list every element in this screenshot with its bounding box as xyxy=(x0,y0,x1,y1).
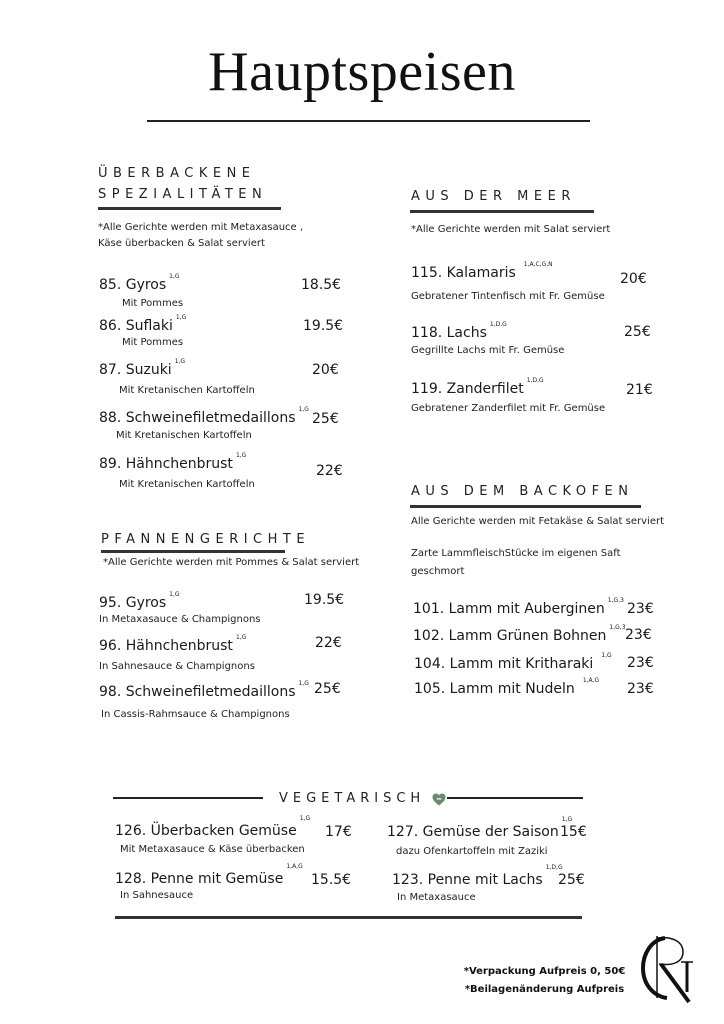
allergen-codes: 1,D,G xyxy=(526,377,544,384)
menu-item-name: 102. Lamm Grünen Bohnen$^{1,G,3}$ xyxy=(413,624,626,644)
allergen-codes: 1,G,3 xyxy=(607,597,624,604)
allergen-codes: 1,D,G xyxy=(545,864,563,871)
section-note: *Alle Gerichte werden mit Salat serviert xyxy=(411,224,611,235)
menu-item-name: 105. Lamm mit Nudeln$^{1,A,G}$ xyxy=(414,677,600,697)
menu-item-name: 126. Überbacken Gemüse$^{1,G}$ xyxy=(115,815,311,839)
section-heading-vegetarisch: VEGETARISCH xyxy=(279,791,426,806)
vegetarisch-divider-left xyxy=(113,797,263,799)
vegetarian-heart-icon xyxy=(432,791,446,810)
title-divider xyxy=(147,120,590,122)
menu-item-price: 21€ xyxy=(626,382,653,398)
allergen-codes: 1,G xyxy=(175,314,187,321)
cr-monogram-logo xyxy=(637,932,697,1008)
menu-item-name: 86. Suflaki$^{1,G}$ xyxy=(99,314,187,334)
menu-item-name: 101. Lamm mit Auberginen$^{1,G,3}$ xyxy=(413,597,624,617)
menu-item-price: 23€ xyxy=(627,681,654,697)
menu-item-name: 95. Gyros$^{1,G}$ xyxy=(99,591,180,611)
section-divider xyxy=(410,210,594,213)
menu-item-name: 123. Penne mit Lachs$^{1,D,G}$ xyxy=(392,864,563,888)
menu-item-desc: Mit Pommes xyxy=(122,298,184,309)
menu-item-price: 15.5€ xyxy=(311,872,352,888)
allergen-codes: 1,G,3 xyxy=(609,624,626,631)
allergen-codes: 1,A,G xyxy=(582,677,600,684)
allergen-codes: 1,G xyxy=(235,634,247,641)
menu-item-desc: Mit Metaxasauce & Käse überbacken xyxy=(120,844,305,855)
page-title: Hauptspeisen xyxy=(208,41,516,103)
vegetarisch-divider-right xyxy=(447,797,583,799)
section-heading-meer: AUS DER MEER xyxy=(411,189,576,204)
section-intro: geschmort xyxy=(411,566,465,577)
allergen-codes: 1,A,G xyxy=(286,863,303,870)
menu-item-price: 22€ xyxy=(316,463,343,479)
section-heading-ueberbacken-line2: SPEZIALITÄTEN xyxy=(98,187,268,202)
footer-note-side-change: *Beilagenänderung Aufpreis xyxy=(464,984,625,995)
menu-item-desc: Mit Kretanischen Kartoffeln xyxy=(119,479,255,490)
menu-item-price: 18.5€ xyxy=(301,277,342,293)
menu-item-name: 85. Gyros$^{1,G}$ xyxy=(99,273,180,293)
menu-item-price: 25€ xyxy=(312,411,339,427)
menu-item-price: 23€ xyxy=(625,627,652,643)
section-divider xyxy=(410,505,641,508)
allergen-codes: 1,D,G xyxy=(489,321,507,328)
menu-item-name: 104. Lamm mit Kritharaki$^{1,G}$ xyxy=(414,652,612,672)
allergen-codes: 1,G xyxy=(298,680,309,687)
menu-item-desc: In Cassis-Rahmsauce & Champignons xyxy=(101,709,290,720)
menu-item-name: 127. Gemüse der Saison$^{1,G}$ xyxy=(387,816,573,840)
menu-item-name: 119. Zanderfilet$^{1,D,G}$ xyxy=(411,377,544,397)
allergen-codes: 1,G xyxy=(561,816,573,823)
menu-item-price: 22€ xyxy=(315,635,342,651)
section-note: Käse überbacken & Salat serviert xyxy=(98,238,265,249)
menu-item-desc: dazu Ofenkartoffeln mit Zaziki xyxy=(396,846,548,857)
menu-item-price: 20€ xyxy=(312,362,339,378)
section-heading-backofen: AUS DEM BACKOFEN xyxy=(411,484,634,499)
menu-item-price: 23€ xyxy=(627,601,654,617)
menu-item-price: 25€ xyxy=(314,681,341,697)
section-divider xyxy=(98,207,281,210)
menu-item-price: 20€ xyxy=(620,271,647,287)
section-note: *Alle Gerichte werden mit Metaxasauce , xyxy=(98,222,304,233)
menu-item-price: 19.5€ xyxy=(303,318,344,334)
allergen-codes: 1,G xyxy=(601,652,612,659)
section-divider xyxy=(101,550,285,553)
menu-item-price: 15€ xyxy=(560,824,587,840)
vegetarisch-divider-bottom xyxy=(115,916,582,919)
section-note: *Alle Gerichte werden mit Pommes & Salat serviert xyxy=(103,557,360,568)
menu-item-desc: Mit Kretanischen Kartoffeln xyxy=(116,430,252,441)
menu-item-name: 89. Hähnchenbrust$^{1,G}$ xyxy=(99,452,247,472)
allergen-codes: 1,G xyxy=(299,815,311,822)
footer-note-packaging: *Verpackung Aufpreis 0, 50€ xyxy=(463,966,626,977)
menu-item-desc: Gebratener Tintenfisch mit Fr. Gemüse xyxy=(411,291,605,302)
allergen-codes: 1,G xyxy=(169,273,180,280)
allergen-codes: 1,G xyxy=(169,591,180,598)
allergen-codes: 1,G xyxy=(298,406,309,413)
section-note: Alle Gerichte werden mit Fetakäse & Salat serviert xyxy=(411,516,665,527)
menu-item-price: 17€ xyxy=(325,824,352,840)
menu-item-name: 118. Lachs$^{1,D,G}$ xyxy=(411,321,507,341)
menu-item-price: 25€ xyxy=(558,872,585,888)
menu-item-desc: Gebratener Zanderfilet mit Fr. Gemüse xyxy=(411,403,606,414)
menu-item-desc: In Metaxasauce xyxy=(397,892,476,903)
menu-item-price: 23€ xyxy=(627,655,654,671)
menu-item-name: 115. Kalamaris$^{1,A,C,G,N}$ xyxy=(411,261,553,281)
menu-item-desc: Gegrillte Lachs mit Fr. Gemüse xyxy=(411,345,565,356)
menu-item-desc: Mit Pommes xyxy=(122,337,184,348)
menu-item-name: 96. Hähnchenbrust$^{1,G}$ xyxy=(99,634,247,654)
section-heading-ueberbacken-line1: ÜBERBACKENE xyxy=(98,166,256,181)
menu-item-price: 25€ xyxy=(624,324,651,340)
menu-item-name: 98. Schweinefiletmedaillons$^{1,G}$ xyxy=(99,680,309,700)
section-heading-pfanne: PFANNENGERICHTE xyxy=(101,532,311,547)
menu-item-desc: In Sahnesauce xyxy=(120,890,194,901)
menu-item-name: 87. Suzuki$^{1,G}$ xyxy=(99,358,186,378)
menu-item-name: 88. Schweinefiletmedaillons$^{1,G}$ xyxy=(99,406,309,426)
allergen-codes: 1,G xyxy=(235,452,247,459)
menu-item-price: 19.5€ xyxy=(304,592,345,608)
allergen-codes: 1,G xyxy=(174,358,186,365)
menu-item-desc: In Metaxasauce & Champignons xyxy=(99,614,261,625)
section-intro: Zarte LammfleischStücke im eigenen Saft xyxy=(411,548,621,559)
allergen-codes: 1,A,C,G,N xyxy=(523,261,553,268)
menu-item-desc: In Sahnesauce & Champignons xyxy=(99,661,255,672)
menu-item-desc: Mit Kretanischen Kartoffeln xyxy=(119,385,255,396)
menu-item-name: 128. Penne mit Gemüse$^{1,A,G}$ xyxy=(115,863,303,887)
